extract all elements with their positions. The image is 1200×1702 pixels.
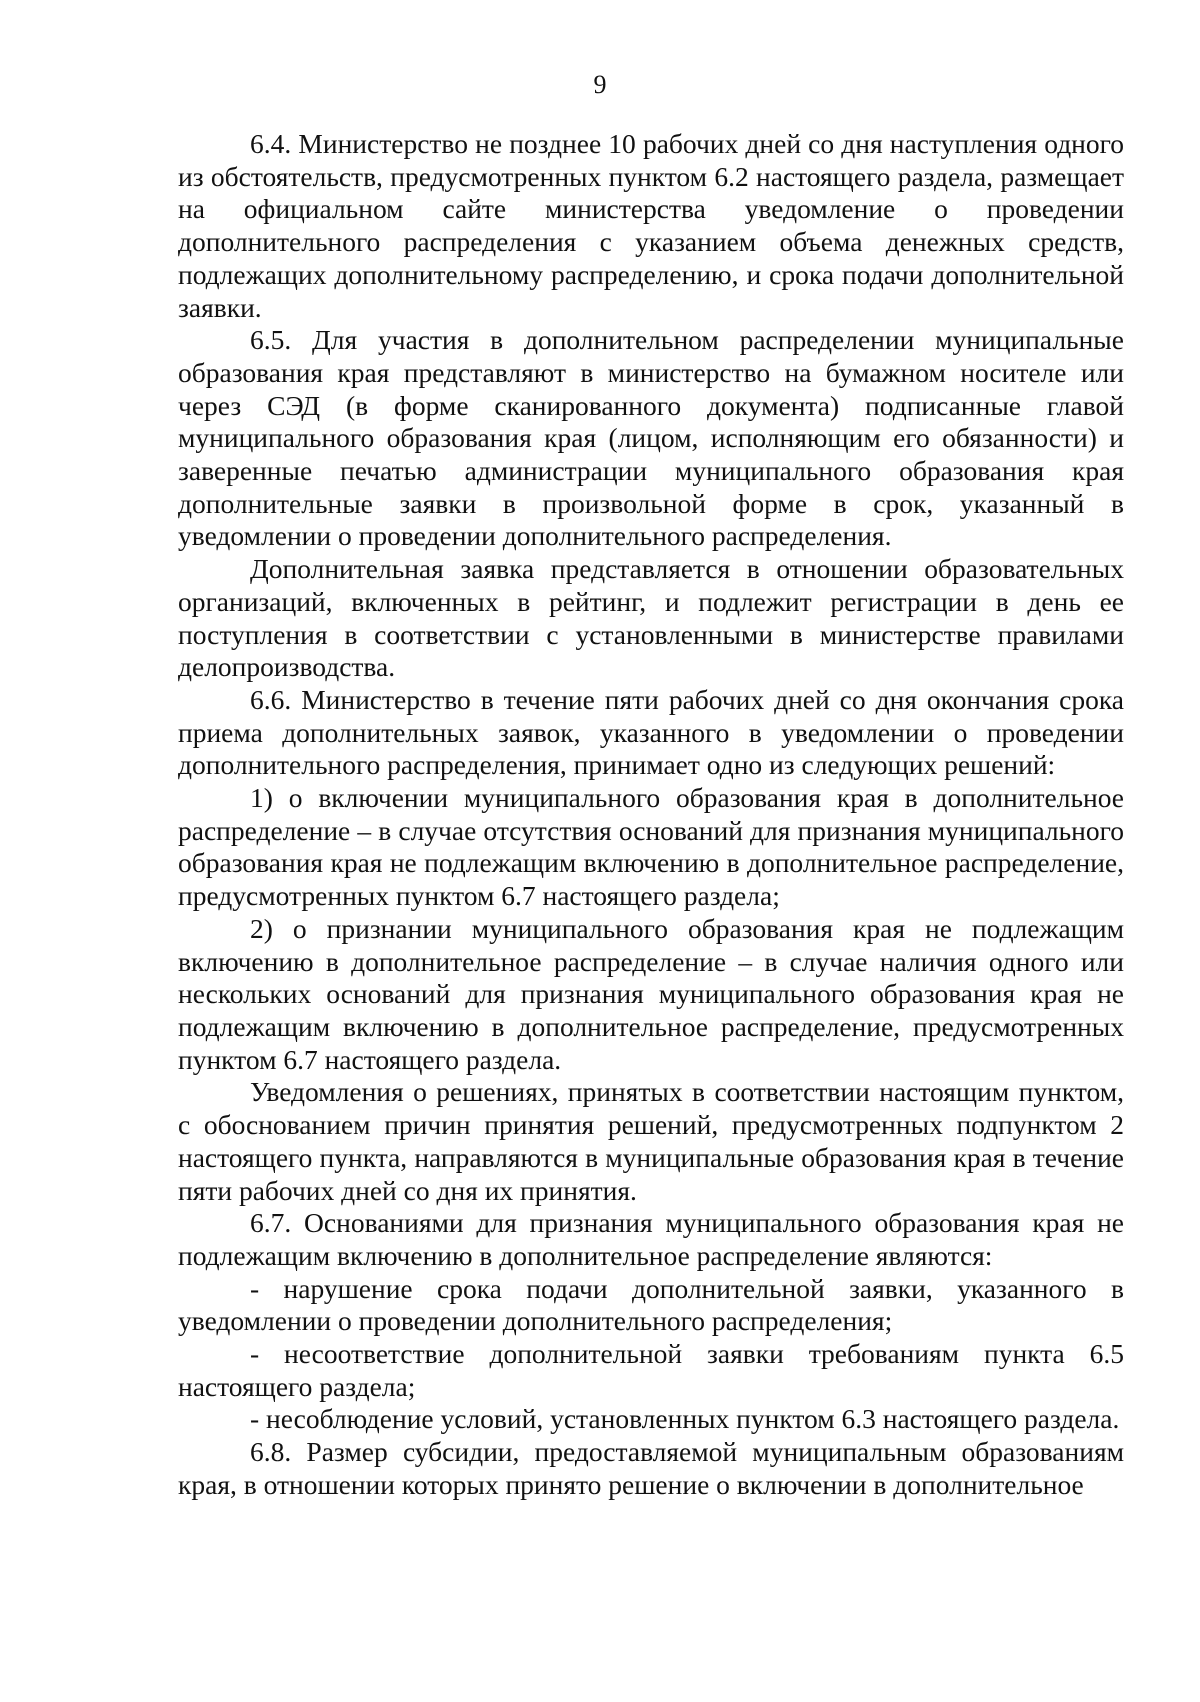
document-body [178,128,1124,1502]
paragraph-6-8: 6.8. Размер субсидии, предоставляемой муниципальным образованиям края, в отношении которых принято решение о включении в дополнительное [178,1436,1124,1500]
page-number: 9 [593,70,607,99]
paragraph-6-7: 6.7. Основаниями для признания муниципального образования края не подлежащим включению в дополнительное распределение являются: [178,1207,1124,1271]
paragraph-6-5: 6.5. Для участия в дополнительном распределении муниципальные образования края представляют в министерство на бумажном носителе или через СЭД (в форме сканированного документа) подписанные главой муниципального образования края (лицом, исполняющим его обязанности) и заверенные печатью администрации муниципального образования края дополнительные заявки в произвольной форме в срок, указанный в уведомлении о проведении дополнительного распределения. [178,324,1124,552]
paragraph-6-7-item-1: - нарушение срока подачи дополнительной заявки, указанного в уведомлении о проведении дополнительного распределения; [178,1272,1124,1337]
paragraph-6-7-item-2: - несоответствие дополнительной заявки требованиям пункта 6.5 настоящего раздела; [178,1338,1124,1402]
paragraph-6-6: 6.6. Министерство в течение пяти рабочих дней со дня окончания срока приема дополнительных заявок, указанного в уведомлении о проведении дополнительного распределения, принимает одно из следующих решений: [178,683,1124,781]
paragraph-notifications: Уведомления о решениях, принятых в соответствии настоящим пунктом, с обоснованием причин принятия решений, предусмотренных подпунктом 2 настоящего пункта, направляются в муниципальные образования края в течение пяти рабочих дней со дня их принятия. [178,1076,1124,1206]
paragraph-additional-application: Дополнительная заявка представляется в отношении образовательных организаций, включенных в рейтинг, и подлежит регистрации в день ее поступления в соответствии с установленными в министерстве правилами делопроизводства. [178,553,1124,683]
paragraph-6-6-item-2: 2) о признании муниципального образования края не подлежащим включению в дополнительное распределение – в случае наличия одного или нескольких оснований для признания муниципального образования края не подлежащим включению в дополнительное распределение, предусмотренных пунктом 6.7 настоящего раздела. [178,912,1124,1075]
paragraph-6-6-item-1: 1) о включении муниципального образования края в дополнительное распределение – в случае отсутствия оснований для признания муниципального образования края не подлежащим включению в дополнительное распределение, предусмотренных пунктом 6.7 настоящего раздела; [178,782,1124,912]
paragraph-6-7-item-3: - несоблюдение условий, установленных пунктом 6.3 настоящего раздела. [250,1403,1120,1435]
paragraph-6-4: 6.4. Министерство не позднее 10 рабочих дней со дня наступления одного из обстоятельств, предусмотренных пунктом 6.2 настоящего раздела, размещает на официальном сайте министерства уведомление о проведении дополнительного распределения с указанием объема денежных средств, подлежащих дополнительному распределению, и срока подачи дополнительной заявки. [178,128,1124,323]
